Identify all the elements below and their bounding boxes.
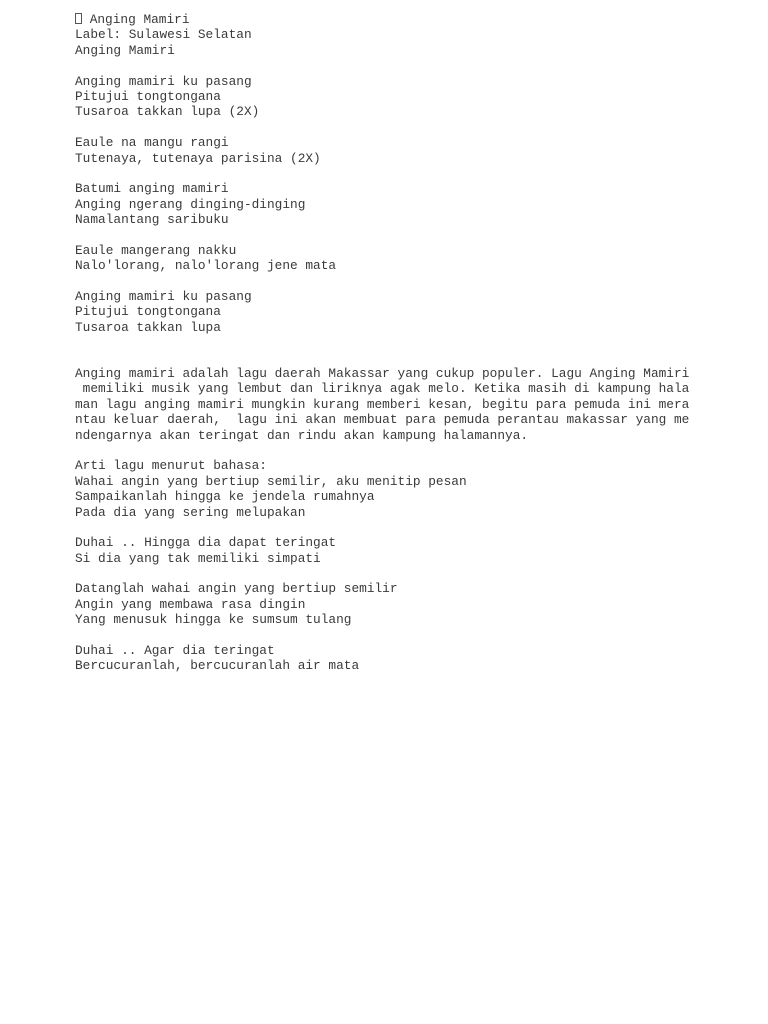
lyric-line: Anging mamiri ku pasang — [75, 73, 252, 89]
lyric-line: Eaule na mangu rangi — [75, 135, 229, 151]
translation-line: Bercucuranlah, bercucuranlah air mata — [75, 658, 360, 674]
description-line: man lagu anging mamiri mungkin kurang memberi kesan, begitu para pemuda ini mera — [75, 396, 690, 412]
lyric-line: Pitujui tongtongana — [75, 304, 221, 320]
description-line: Anging mamiri adalah lagu daerah Makassar yang cukup populer. Lagu Anging Mamiri — [75, 366, 690, 381]
lyrics-verse-3 — [75, 181, 685, 227]
title-line — [75, 12, 685, 27]
song-title: Anging Mamiri — [89, 12, 190, 27]
translation-section — [75, 458, 685, 673]
missing-glyph-icon — [75, 13, 82, 24]
translation-line: Duhai .. Hingga dia dapat teringat — [75, 535, 337, 551]
description-line: ndengarnya akan teringat dan rindu akan kampung halamannya. — [75, 427, 529, 443]
lyric-line: Tusaroa takkan lupa (2X) — [75, 104, 260, 120]
lyric-line: Anging ngerang dinging-dinging — [75, 196, 306, 212]
description-line: ntau keluar daerah, lagu ini akan membuat para pemuda perantau makassar yang me — [75, 412, 690, 428]
translation-line: Datanglah wahai angin yang bertiup semilir — [75, 581, 398, 597]
subtitle-line: Anging Mamiri — [75, 42, 175, 58]
lyric-line: Tutenaya, tutenaya parisina (2X) — [75, 150, 321, 166]
lyric-line: Anging mamiri ku pasang — [75, 289, 252, 305]
label-line: Label: Sulawesi Selatan — [75, 27, 252, 43]
lyrics-verse-5 — [75, 289, 685, 335]
translation-line: Pada dia yang sering melupakan — [75, 504, 306, 520]
lyric-line: Tusaroa takkan lupa — [75, 319, 221, 335]
lyric-line: Nalo'lorang, nalo'lorang jene mata — [75, 258, 337, 274]
translation-line: Yang menusuk hingga ke sumsum tulang — [75, 612, 352, 628]
translation-line: Duhai .. Agar dia teringat — [75, 643, 275, 659]
translation-line: Wahai angin yang bertiup semilir, aku menitip pesan — [75, 473, 467, 489]
translation-heading: Arti lagu menurut bahasa: — [75, 458, 267, 474]
lyrics-verse-4 — [75, 243, 685, 274]
translation-line: Angin yang membawa rasa dingin — [75, 596, 306, 612]
translation-line: Si dia yang tak memiliki simpati — [75, 550, 321, 566]
lyric-line: Namalantang saribuku — [75, 212, 229, 228]
lyrics-verse-1 — [75, 74, 685, 120]
lyric-line: Pitujui tongtongana — [75, 88, 221, 104]
lyric-line: Eaule mangerang nakku — [75, 242, 237, 258]
document-page — [75, 12, 690, 674]
lyrics-verse-2 — [75, 135, 685, 166]
translation-line: Sampaikanlah hingga ke jendela rumahnya — [75, 489, 375, 505]
description-line: memiliki musik yang lembut dan liriknya agak melo. Ketika masih di kampung hala — [75, 381, 690, 397]
lyric-line: Batumi anging mamiri — [75, 181, 229, 197]
description-paragraph — [75, 366, 690, 443]
